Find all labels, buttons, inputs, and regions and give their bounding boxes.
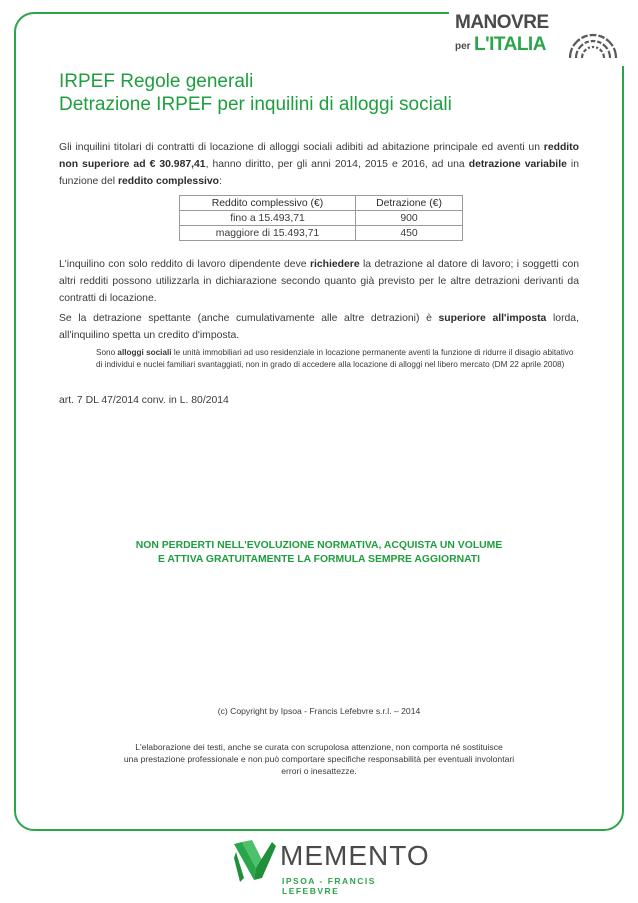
memento-emblem-icon (232, 838, 278, 890)
deduction-table (179, 195, 463, 241)
promo-line-1: NON PERDERTI NELL'EVOLUZIONE NORMATIVA, ACQUISTA UN VOLUME (135, 540, 503, 551)
parliament-arcs-icon (564, 14, 622, 62)
table-header-row (180, 196, 463, 211)
intro-paragraph (59, 139, 579, 190)
memento-subtitle: IPSOA - FRANCIS LEFEBVRE (282, 876, 376, 896)
intro-text-2: , hanno diritto, per gli anni 2014, 2015 e 2016, ad una (205, 159, 469, 170)
para3-bold-1: superiore all'imposta (438, 313, 547, 324)
table-header-cell: Reddito complessivo (€) (180, 196, 356, 211)
logo-line-2: L'ITALIA (474, 34, 546, 55)
para3-text-2: lorda, all'inquilino spetta un credito d'imposta. (59, 313, 579, 341)
credit-paragraph (59, 310, 579, 344)
intro-bold-3: reddito complessivo (117, 176, 219, 187)
title-line-1: IRPEF Regole generali (59, 71, 254, 92)
intro-text-1: Gli inquilini titolari di contratti di locazione di alloggi sociali adibiti ad abitazione principale ed aventi un (59, 142, 544, 153)
note-bold-1: alloggi sociali (117, 348, 172, 357)
intro-text-3: in funzione del (59, 159, 579, 187)
definition-note (96, 347, 580, 371)
intro-bold-2: detrazione variabile (468, 159, 567, 170)
disclaimer-line-2: una prestazione professionale e non può comportare specifiche responsabilità per eventuali involontari (123, 754, 515, 764)
logo-line-1: MANOVRE (455, 12, 549, 33)
note-text-1: Sono (96, 348, 118, 357)
copyright: (c) Copyright by Ipsoa - Francis Lefebvre s.r.l. – 2014 (217, 706, 421, 716)
promo-line-2: E ATTIVA GRATUITAMENTE LA FORMULA SEMPRE AGGIORNATI (157, 554, 481, 565)
para2-text-1: L'inquilino con solo reddito di lavoro dipendente deve (59, 259, 310, 270)
table-row (180, 226, 463, 241)
para2-bold-1: richiedere (309, 259, 360, 270)
intro-text-4: : (218, 176, 222, 187)
intro-bold-1: reddito non superiore ad € 30.987,41 (59, 142, 579, 170)
title-line-2: Detrazione IRPEF per inquilini di alloggi sociali (59, 94, 452, 115)
table-cell: maggiore di 15.493,71 (180, 226, 356, 241)
table-cell: 900 (356, 211, 463, 226)
disclaimer (60, 741, 578, 777)
table-row (180, 211, 463, 226)
memento-wordmark: MEMENTO (280, 840, 430, 871)
para2-text-2: la detrazione al datore di lavoro; i soggetti con altri redditi possono utilizzarla in dichiarazione secondo quanto già previsto per le altre detrazioni derivanti da contratti di locazione. (59, 259, 579, 304)
manovre-per-italia-logo (449, 8, 624, 66)
legal-reference: art. 7 DL 47/2014 conv. in L. 80/2014 (59, 395, 229, 406)
memento-logo (232, 838, 430, 896)
disclaimer-line-1: L'elaborazione dei testi, anche se curata con scrupolosa attenzione, non comporta né sostituisce (135, 742, 503, 752)
page-title (59, 70, 452, 116)
table-cell: fino a 15.493,71 (180, 211, 356, 226)
employee-paragraph (59, 256, 579, 307)
logo-per: per (455, 41, 471, 52)
disclaimer-line-3: errori o inesattezze. (281, 766, 357, 776)
para3-text-1: Se la detrazione spettante (anche cumulativamente alle altre detrazioni) è (59, 313, 439, 324)
promo-banner (60, 539, 578, 567)
note-text-2: le unità immobiliari ad uso residenziale in locazione permanente aventi la funzione di ridurre il disagio abitativo di individui e nuclei familiari svantaggiati, non in grado di accedere alla locazione di alloggi nel libero mercato (DM 22 aprile 2008) (96, 348, 574, 369)
table-header-cell: Detrazione (€) (356, 196, 463, 211)
table-cell: 450 (356, 226, 463, 241)
